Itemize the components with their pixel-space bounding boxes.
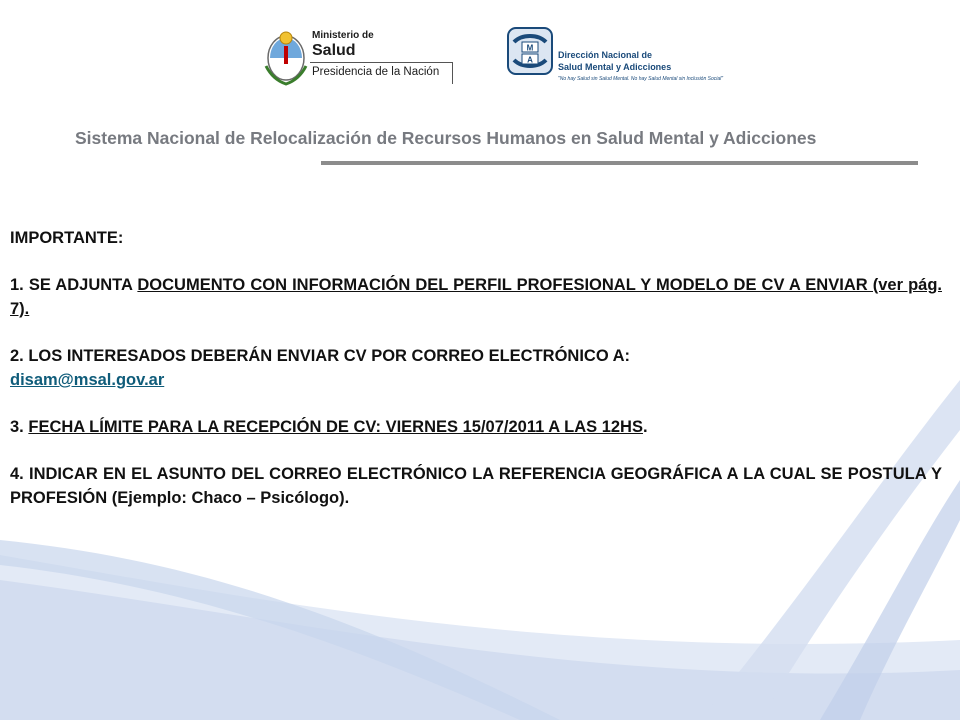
sma-letter-m: M (526, 43, 534, 53)
coat-of-arms-icon (264, 26, 308, 86)
ministry-label-sub: Presidencia de la Nación (312, 66, 440, 78)
notice-item-4: 4. INDICAR EN EL ASUNTO DEL CORREO ELECTRÓNICO LA REFERENCIA GEOGRÁFICA A LA CUAL SE POSTULA Y PROFESIÓN (Ejemplo: Chaco – Psicólogo). (10, 465, 942, 507)
notice-item-1 (10, 273, 942, 321)
notice-item-3 (10, 415, 942, 439)
notice-body (10, 226, 942, 533)
item3-suffix: . (642, 418, 648, 436)
notice-heading: IMPORTANTE: (10, 229, 124, 247)
item1-prefix: 1. SE ADJUNTA (10, 276, 138, 294)
dnsma-tagline: "No hay Salud sin Salud Mental. No hay Salud Mental sin Inclusión Social" (558, 76, 724, 82)
item3-underlined: FECHA LÍMITE PARA LA RECEPCIÓN DE CV: VIERNES 15/07/2011 A LAS 12HS (28, 418, 643, 436)
dnsma-line2: Salud Mental y Adicciones (558, 62, 672, 72)
item1-underlined: DOCUMENTO CON INFORMACIÓN DEL PERFIL PROFESIONAL Y MODELO DE CV A ENVIAR (ver pág. 7). (10, 276, 942, 318)
dnsma-line1: Dirección Nacional de (558, 50, 653, 60)
title-divider (321, 161, 918, 165)
item2-text: 2. LOS INTERESADOS DEBERÁN ENVIAR CV POR CORREO ELECTRÓNICO A: (10, 347, 631, 365)
sma-letter-a: A (527, 55, 533, 65)
email-link[interactable]: disam@msal.gov.ar (10, 371, 165, 389)
ministry-label-small: Ministerio de (312, 30, 374, 41)
ministry-divider (310, 62, 452, 63)
sma-emblem-icon (506, 26, 556, 78)
ministry-divider-vertical (452, 62, 453, 84)
page-title: Sistema Nacional de Relocalización de Recursos Humanos en Salud Mental y Adicciones (75, 128, 817, 148)
dnsma-logo (502, 24, 724, 88)
notice-item-2 (10, 344, 942, 392)
ministerio-salud-logo (262, 24, 462, 88)
ministry-label-big: Salud (312, 42, 356, 59)
item3-prefix: 3. (10, 418, 29, 436)
